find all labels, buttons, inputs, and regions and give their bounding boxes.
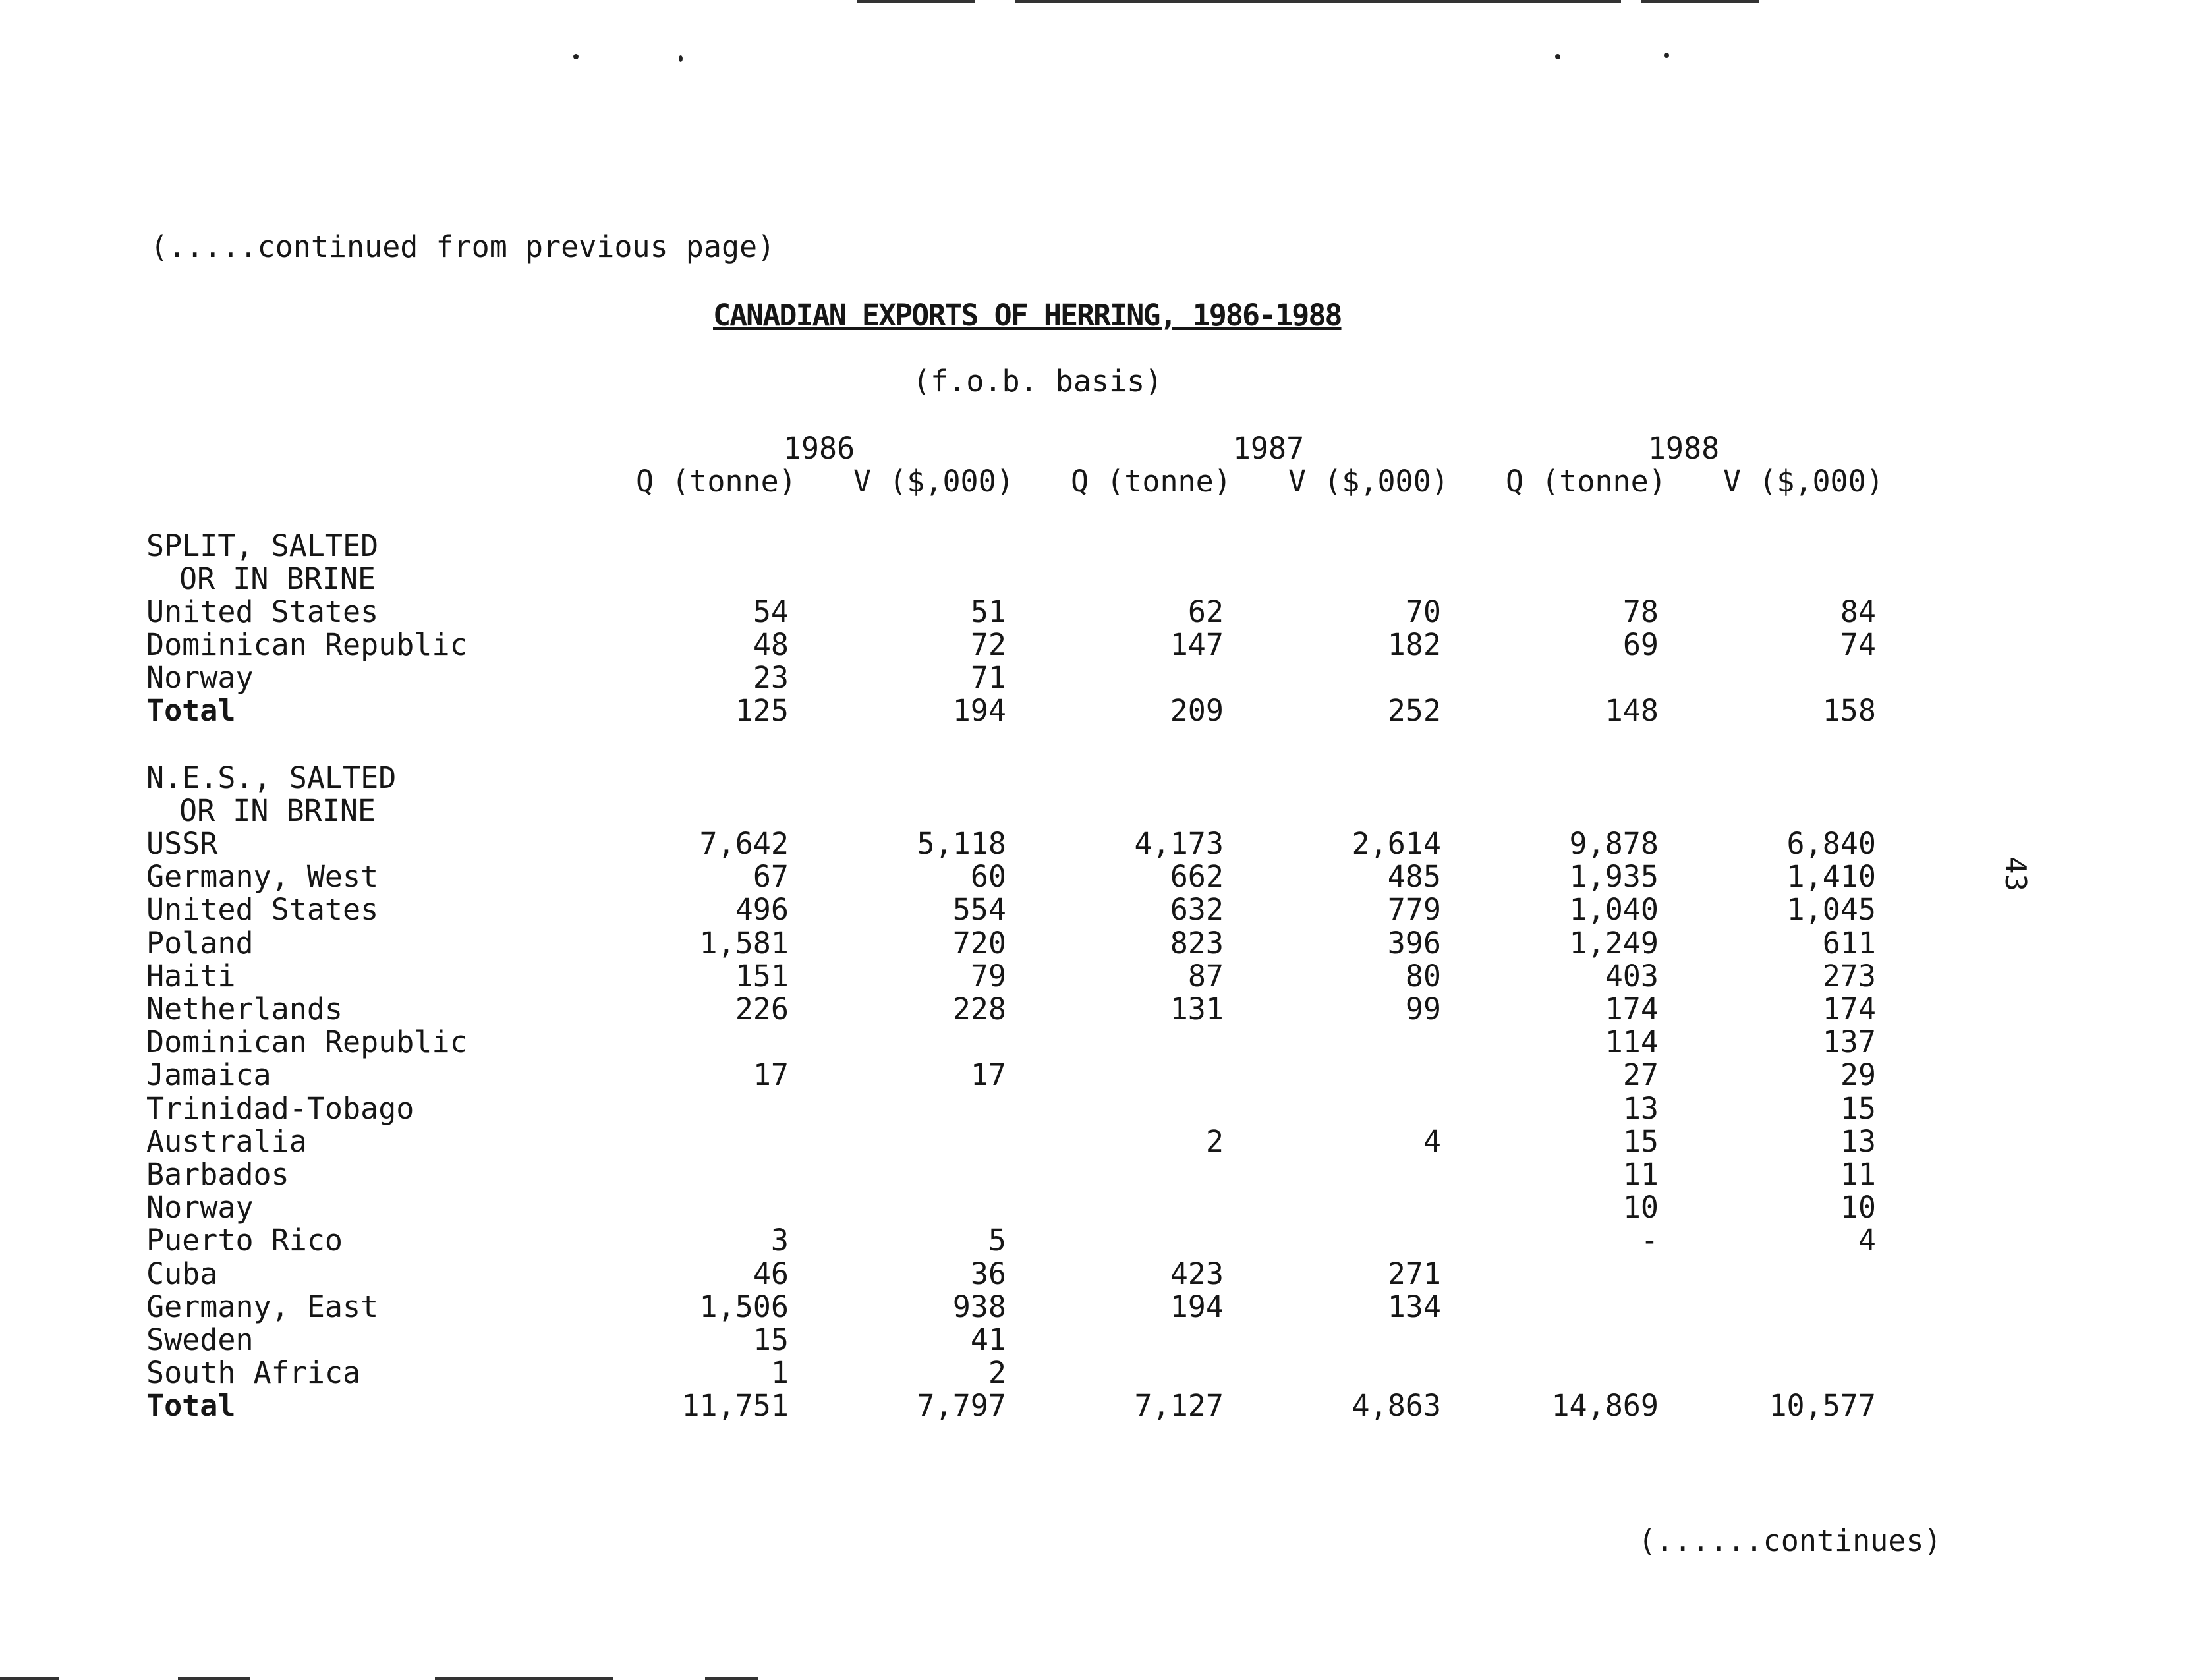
row-label: Poland	[146, 926, 254, 961]
table-cell: 15	[753, 1322, 789, 1357]
table-cell: 496	[735, 892, 789, 927]
table-cell: 1,935	[1569, 859, 1659, 894]
table-cell: 4	[1423, 1124, 1441, 1159]
table-cell: 4	[1858, 1223, 1876, 1258]
row-label: Cuba	[146, 1256, 218, 1291]
table-cell: 1,410	[1786, 859, 1876, 894]
total-cell: 4,863	[1352, 1388, 1441, 1423]
row-label: Germany, East	[146, 1289, 379, 1324]
table-cell: 1	[770, 1355, 789, 1390]
continues-note: (......continues)	[1638, 1523, 1942, 1558]
table-cell: 632	[1170, 892, 1224, 927]
row-label: Haiti	[146, 959, 236, 994]
total-cell: 11,751	[681, 1388, 789, 1423]
row-label: United States	[146, 594, 379, 629]
table-cell: 48	[753, 627, 789, 662]
table-cell: 36	[970, 1256, 1006, 1291]
total-cell: 125	[735, 693, 789, 728]
row-label: USSR	[146, 826, 218, 861]
table-cell: 23	[753, 660, 789, 695]
table-cell: 403	[1605, 959, 1659, 994]
table-cell: 13	[1622, 1091, 1659, 1126]
table-cell: 5	[988, 1223, 1006, 1258]
table-cell: 662	[1170, 859, 1224, 894]
total-cell: 158	[1822, 693, 1876, 728]
total-cell: 10,577	[1769, 1388, 1876, 1423]
table-cell: 46	[753, 1256, 789, 1291]
table-cell: 79	[970, 959, 1006, 994]
section-heading: SPLIT, SALTED	[146, 528, 379, 563]
year-header-1986: 1986	[783, 431, 855, 466]
table-cell: 3	[770, 1223, 789, 1258]
table-cell: 1,581	[699, 926, 789, 961]
table-cell: 13	[1840, 1124, 1876, 1159]
total-cell: 7,797	[917, 1388, 1006, 1423]
table-cell: 80	[1405, 959, 1441, 994]
table-cell: 27	[1622, 1057, 1659, 1092]
column-header-v-1987: V ($,000)	[1288, 464, 1449, 499]
table-cell: 11	[1622, 1157, 1659, 1192]
page-subtitle: (f.o.b. basis)	[913, 364, 1163, 399]
page-number: 43	[1999, 856, 2032, 891]
table-cell: 1,045	[1786, 892, 1876, 927]
table-cell: 41	[970, 1322, 1006, 1357]
table-cell: 134	[1387, 1289, 1441, 1324]
table-cell: 67	[753, 859, 789, 894]
column-header-v-1986: V ($,000)	[853, 464, 1014, 499]
row-label: Trinidad-Tobago	[146, 1091, 414, 1126]
scan-edge-line	[435, 1677, 613, 1680]
total-cell: 209	[1170, 693, 1224, 728]
column-header-q-1986: Q (tonne)	[636, 464, 797, 499]
table-cell: 720	[952, 926, 1006, 961]
table-cell: 1,506	[699, 1289, 789, 1324]
table-cell: 62	[1187, 594, 1224, 629]
table-cell: 71	[970, 660, 1006, 695]
table-cell: -	[1640, 1223, 1659, 1258]
row-label: Norway	[146, 1190, 254, 1225]
table-cell: 15	[1840, 1091, 1876, 1126]
table-cell: 823	[1170, 926, 1224, 961]
scan-edge-line	[1641, 0, 1759, 3]
table-cell: 84	[1840, 594, 1876, 629]
column-header-q-1987: Q (tonne)	[1071, 464, 1232, 499]
total-cell: 7,127	[1134, 1388, 1224, 1423]
row-label: Australia	[146, 1124, 307, 1159]
table-cell: 938	[952, 1289, 1006, 1324]
table-cell: 54	[753, 594, 789, 629]
section-heading-cont: OR IN BRINE	[179, 561, 376, 596]
table-cell: 396	[1387, 926, 1441, 961]
table-cell: 194	[1170, 1289, 1224, 1324]
table-cell: 228	[952, 992, 1006, 1026]
row-label: South Africa	[146, 1355, 361, 1390]
year-header-1988: 1988	[1647, 431, 1720, 466]
table-cell: 273	[1822, 959, 1876, 994]
table-cell: 74	[1840, 627, 1876, 662]
table-cell: 1,249	[1569, 926, 1659, 961]
table-cell: 114	[1605, 1024, 1659, 1059]
table-cell: 9,878	[1569, 826, 1659, 861]
table-cell: 2	[988, 1355, 1006, 1390]
section-heading: N.E.S., SALTED	[146, 760, 397, 795]
table-cell: 174	[1605, 992, 1659, 1026]
total-cell: 148	[1605, 693, 1659, 728]
row-label: Puerto Rico	[146, 1223, 343, 1258]
row-label: Dominican Republic	[146, 627, 468, 662]
total-cell: 14,869	[1551, 1388, 1659, 1423]
total-cell: 194	[952, 693, 1006, 728]
table-cell: 11	[1840, 1157, 1876, 1192]
scan-edge-line	[857, 0, 975, 3]
section-heading-cont: OR IN BRINE	[179, 793, 376, 828]
table-cell: 17	[753, 1057, 789, 1092]
table-cell: 6,840	[1786, 826, 1876, 861]
table-cell: 1,040	[1569, 892, 1659, 927]
table-cell: 611	[1822, 926, 1876, 961]
scan-edge-line	[1015, 0, 1621, 3]
table-cell: 51	[970, 594, 1006, 629]
row-label: Barbados	[146, 1157, 289, 1192]
table-cell: 69	[1622, 627, 1659, 662]
table-cell: 271	[1387, 1256, 1441, 1291]
total-label: Total	[146, 693, 236, 728]
row-label: Sweden	[146, 1322, 254, 1357]
year-header-1987: 1987	[1232, 431, 1305, 466]
table-cell: 137	[1822, 1024, 1876, 1059]
table-cell: 72	[970, 627, 1006, 662]
table-cell: 10	[1840, 1190, 1876, 1225]
scan-edge-line	[0, 1677, 59, 1680]
row-label: Norway	[146, 660, 254, 695]
table-cell: 485	[1387, 859, 1441, 894]
table-cell: 182	[1387, 627, 1441, 662]
row-label: Germany, West	[146, 859, 379, 894]
row-label: United States	[146, 892, 379, 927]
table-cell: 78	[1622, 594, 1659, 629]
table-cell: 151	[735, 959, 789, 994]
table-cell: 2	[1205, 1124, 1224, 1159]
table-cell: 70	[1405, 594, 1441, 629]
table-cell: 423	[1170, 1256, 1224, 1291]
scan-edge-line	[705, 1677, 758, 1680]
row-label: Jamaica	[146, 1057, 271, 1092]
scan-speck	[1555, 54, 1560, 59]
table-cell: 131	[1170, 992, 1224, 1026]
table-cell: 29	[1840, 1057, 1876, 1092]
table-cell: 7,642	[699, 826, 789, 861]
table-cell: 5,118	[917, 826, 1006, 861]
row-label: Netherlands	[146, 992, 343, 1026]
table-cell: 779	[1387, 892, 1441, 927]
scan-edge-line	[178, 1677, 250, 1680]
scan-speck	[679, 55, 683, 62]
table-cell: 15	[1622, 1124, 1659, 1159]
table-cell: 2,614	[1352, 826, 1441, 861]
total-label: Total	[146, 1388, 236, 1423]
table-cell: 226	[735, 992, 789, 1026]
table-cell: 60	[970, 859, 1006, 894]
scan-speck	[1664, 53, 1669, 58]
table-cell: 4,173	[1134, 826, 1224, 861]
column-header-v-1988: V ($,000)	[1723, 464, 1884, 499]
scan-speck	[573, 54, 579, 59]
row-label: Dominican Republic	[146, 1024, 468, 1059]
table-cell: 147	[1170, 627, 1224, 662]
table-cell: 99	[1405, 992, 1441, 1026]
page-title: CANADIAN EXPORTS OF HERRING, 1986-1988	[713, 298, 1342, 333]
table-cell: 554	[952, 892, 1006, 927]
table-cell: 87	[1187, 959, 1224, 994]
table-cell: 17	[970, 1057, 1006, 1092]
column-header-q-1988: Q (tonne)	[1506, 464, 1666, 499]
total-cell: 252	[1387, 693, 1441, 728]
continued-from-note: (.....continued from previous page)	[150, 229, 776, 264]
table-cell: 10	[1622, 1190, 1659, 1225]
table-cell: 174	[1822, 992, 1876, 1026]
